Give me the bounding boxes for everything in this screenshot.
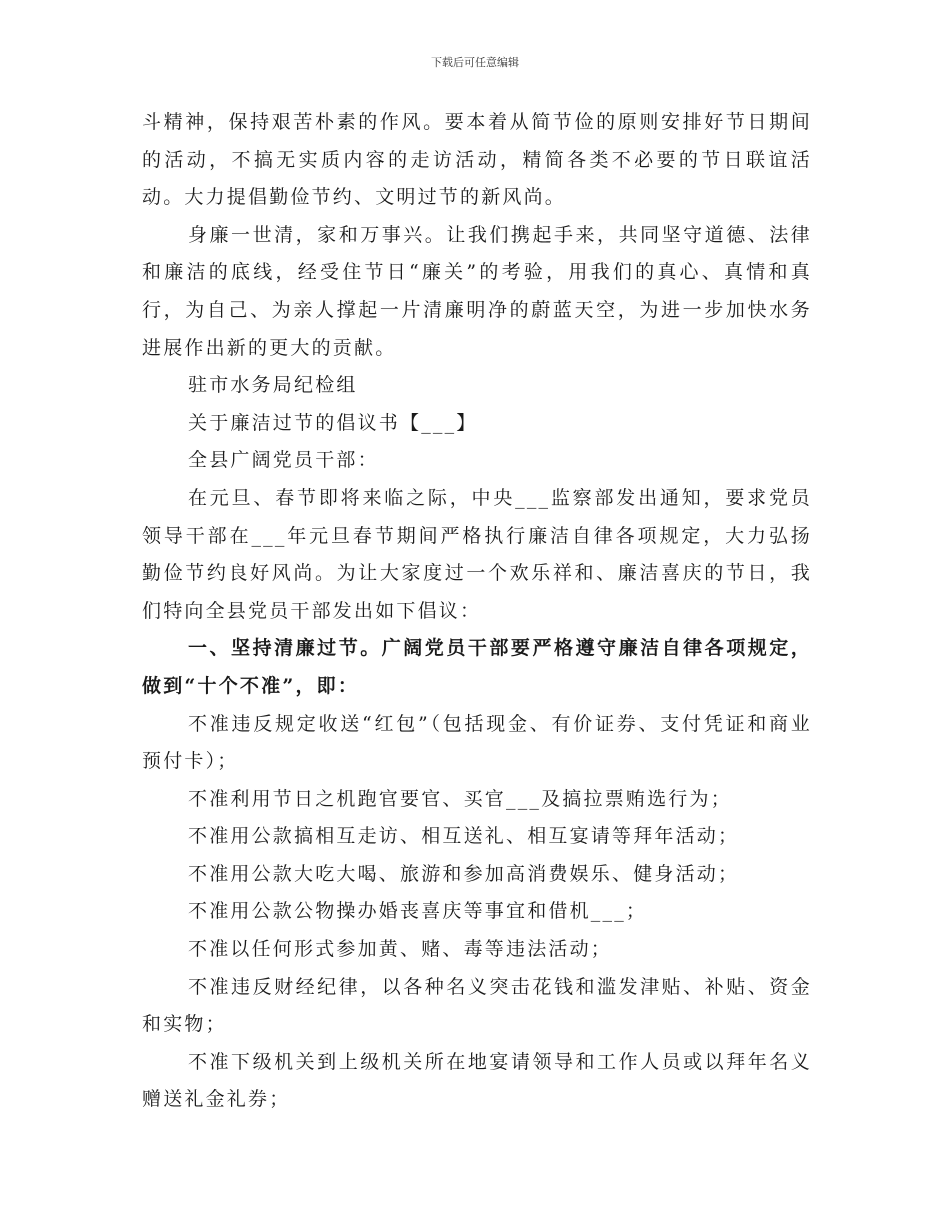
rule-item: 不准以任何形式参加黄、赌、毒等违法活动；: [188, 938, 613, 961]
signature-organization: 驻市水务局纪检组: [188, 374, 358, 397]
rule-item: 不准利用节日之机跑官要官、买官___及搞拉票贿选行为；: [188, 787, 732, 810]
rule-item: 不准下级机关到上级机关所在地宴请领导和工作人员或以拜年名义赠送礼金礼券；: [142, 1050, 812, 1111]
rule-item: 不准违反财经纪律，以各种名义突击花钱和滥发津贴、补贴、资金和实物；: [142, 975, 812, 1036]
paragraph-integrity-call: 身廉一世清，家和万事兴。让我们携起手来，共同坚守道德、法律和廉洁的底线，经受住节日“廉关”的考验，用我们的真心、真情和真行，为自己、为亲人撑起一片清廉明净的蔚蓝天空，为进一步加快水务进展作出新的更大的贡献。: [142, 223, 812, 359]
section-heading-1: 一、坚持清廉过节。广阔党员干部要严格遵守廉洁自律各项规定，做到“十个不准”，即：: [142, 637, 812, 697]
rule-item: 不准用公款公物操办婚丧喜庆等事宜和借机___；: [188, 900, 648, 923]
rule-item: 不准用公款大吃大喝、旅游和参加高消费娱乐、健身活动；: [188, 862, 740, 885]
document-body: [142, 104, 812, 1119]
paragraph-frugal-festival: 斗精神，保持艰苦朴素的作风。要本着从简节俭的原则安排好节日期间的活动，不搞无实质内容的走访活动，精简各类不必要的节日联谊活动。大力提倡勤俭节约、文明过节的新风尚。: [142, 111, 812, 209]
rule-item: 不准违反规定收送“红包”（包括现金、有价证券、支付凭证和商业预付卡）；: [142, 712, 812, 773]
document-title: 关于廉洁过节的倡议书【___】: [188, 411, 478, 434]
rule-item: 不准用公款搞相互走访、相互送礼、相互宴请等拜年活动；: [188, 825, 740, 848]
paragraph-intro: 在元旦、春节即将来临之际，中央___监察部发出通知，要求党员领导干部在___年元旦春节期间严格执行廉洁自律各项规定，大力弘扬勤俭节约良好风尚。为让大家度过一个欢乐祥和、廉洁喜庆的节日，我们特向全县党员干部发出如下倡议：: [142, 486, 812, 622]
page-header: 下载后可任意编辑: [431, 56, 519, 69]
salutation: 全县广阔党员干部：: [188, 449, 379, 472]
